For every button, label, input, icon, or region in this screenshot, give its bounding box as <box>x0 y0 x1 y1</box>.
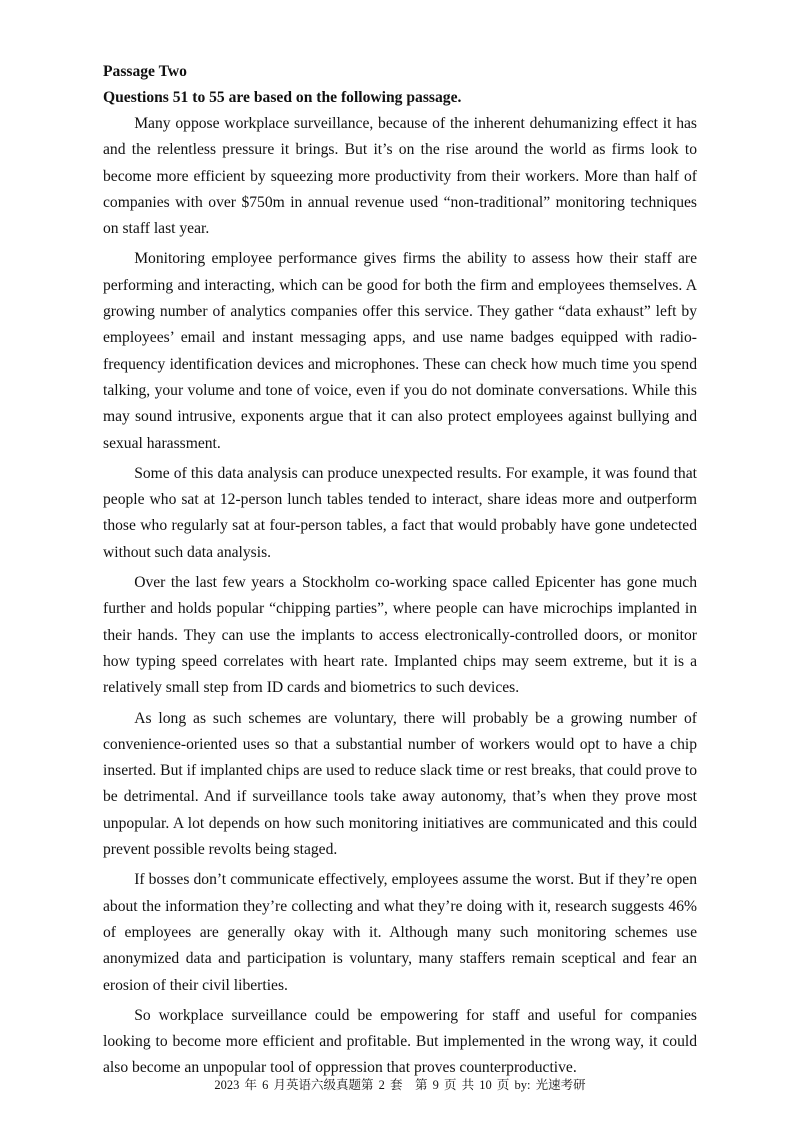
paragraph-2: Monitoring employee performance gives firms the ability to assess how their staff are performing and interacting, which can be good for both the firm and employees themselves. A growing number of analytics companies offer this service. They gather “data exhaust” left by employees’ email and instant messaging apps, and use name badges equipped with radio-frequency identification devices and microphones. These can check how much time you spend talking, your volume and tone of voice, even if you do not dominate conversations. While this may sound intrusive, exponents argue that it can also protect employees against bullying and sexual harassment. <box>103 250 697 452</box>
paragraph-6: If bosses don’t communicate effectively, employees assume the worst. But if they’re open about the information they’re collecting and what they’re doing with it, research suggests 46% of employees are generally okay with it. Although many such monitoring schemes use anonymized data and participation is voluntary, many staffers remain sceptical and fear an erosion of their civil liberties. <box>103 871 697 994</box>
paragraph-3: Some of this data analysis can produce unexpected results. For example, it was found that people who sat at 12-person lunch tables tended to interact, share ideas more and outperform those who regularly sat at four-person tables, a fact that would probably have gone undetected without such data analysis. <box>103 464 697 561</box>
passage-title: Passage Two <box>103 63 187 80</box>
document-page <box>103 59 697 1086</box>
page-footer: 2023 年 6 月英语六级真题第 2 套 第 9 页 共 10 页 by: 光速考研 <box>214 1078 586 1092</box>
paragraph-5: As long as such schemes are voluntary, there will probably be a growing number of convenience-oriented uses so that a substantial number of workers would opt to have a chip inserted. But if implanted chips are used to reduce slack time or rest breaks, that could prove to be detrimental. And if surveillance tools take away autonomy, that’s when they prove most unpopular. A lot depends on how such monitoring initiatives are communicated and this could prevent possible revolts being staged. <box>103 709 697 859</box>
passage-instructions: Questions 51 to 55 are based on the following passage. <box>103 89 462 106</box>
paragraph-1: Many oppose workplace surveillance, because of the inherent dehumanizing effect it has and the relentless pressure it brings. But it’s on the rise around the world as firms look to become more efficient by squeezing more productivity from their workers. More than half of companies with over $750m in annual revenue used “non-traditional” monitoring techniques on staff last year. <box>103 115 697 238</box>
paragraph-7: So workplace surveillance could be empowering for staff and useful for companies looking to become more efficient and profitable. But implemented in the wrong way, it could also become an unpopular tool of oppression that proves counterproductive. <box>103 1006 697 1077</box>
paragraph-4: Over the last few years a Stockholm co-working space called Epicenter has gone much further and holds popular “chipping parties”, where people can have microchips implanted in their hands. They can use the implants to access electronically-controlled doors, or monitor how typing speed correlates with heart rate. Implanted chips may seem extreme, but it is a relatively small step from ID cards and biometrics to such devices. <box>103 574 697 697</box>
